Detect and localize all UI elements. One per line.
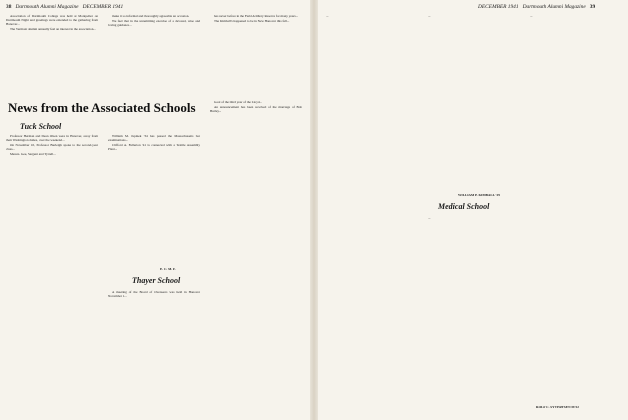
right-issue-date: DECEMBER 1941 <box>478 4 519 10</box>
right-page-number: 39 <box>589 4 596 10</box>
left-column-2-bottom: A meeting of the Board of Overseers was held in Hanover November 1... <box>108 290 200 298</box>
left-issue-date: DECEMBER 1941 <box>82 4 124 10</box>
left-column-3-body: Gaol of the third year of the Lloyd... An announcement has been received of the marriage of Bob Burley... <box>210 100 302 113</box>
medical-school-heading: Medical School <box>438 202 490 211</box>
left-column-1-top: Association of Dartmouth College was held at Montpelier on Dartmouth Night and greetings were extended to the gathering from Hanover... The Vermont alumni annually feel an interest in the association... <box>6 14 98 31</box>
gutter <box>310 0 318 420</box>
tuck-school-heading: Tuck School <box>20 122 62 131</box>
right-column-1: ... <box>326 14 329 18</box>
left-page-number: 38 <box>6 4 12 10</box>
left-column-2-top: make it so informal and thoroughly agreeable an occasion. We feel that in the unremitting exercise of a devoted, wise and loving guidance... <box>108 14 200 27</box>
left-running-head <box>6 4 123 10</box>
left-column-1-body: Professor Herman and Dean Olsen were in Hanover, away from their Washington duties, over the weekend... On November 10, Professor Burleigh spoke to the second-year class... Messrs. Gee, Sargent and Tyrrell... <box>6 134 98 156</box>
right-running-head <box>478 4 595 10</box>
left-column-3-top: has never before in the Field Artillery Reserve for many years... The Kimball's happened to be in New Hanover this fall... <box>214 14 299 23</box>
right-magazine-title: Dartmouth Alumni Magazine <box>522 4 586 10</box>
right-column-2-byline: WILLIAM P. KIMBALL '29 <box>458 193 500 197</box>
left-page <box>0 0 310 420</box>
left-magazine-title: Dartmouth Alumni Magazine <box>15 4 79 10</box>
left-column-2-body: William M. Jupinek '34 has passed the Massachusetts bar examinations... Clifford A. Fullerton '41 is connected with a Textile Assembly Plant... <box>108 134 200 151</box>
right-page <box>318 0 628 420</box>
thayer-school-heading: Thayer School <box>132 276 181 285</box>
right-column-2-body: ... <box>428 216 431 220</box>
article-headline: News from the Associated Schools <box>8 100 196 115</box>
right-column-3-byline: ROLF C. SYVERTSEN M'22 <box>536 405 579 409</box>
right-column-2-top: ... <box>428 14 431 18</box>
right-column-3: ... <box>530 14 533 18</box>
left-column-2-byline: E. C. M. F. <box>160 267 176 271</box>
